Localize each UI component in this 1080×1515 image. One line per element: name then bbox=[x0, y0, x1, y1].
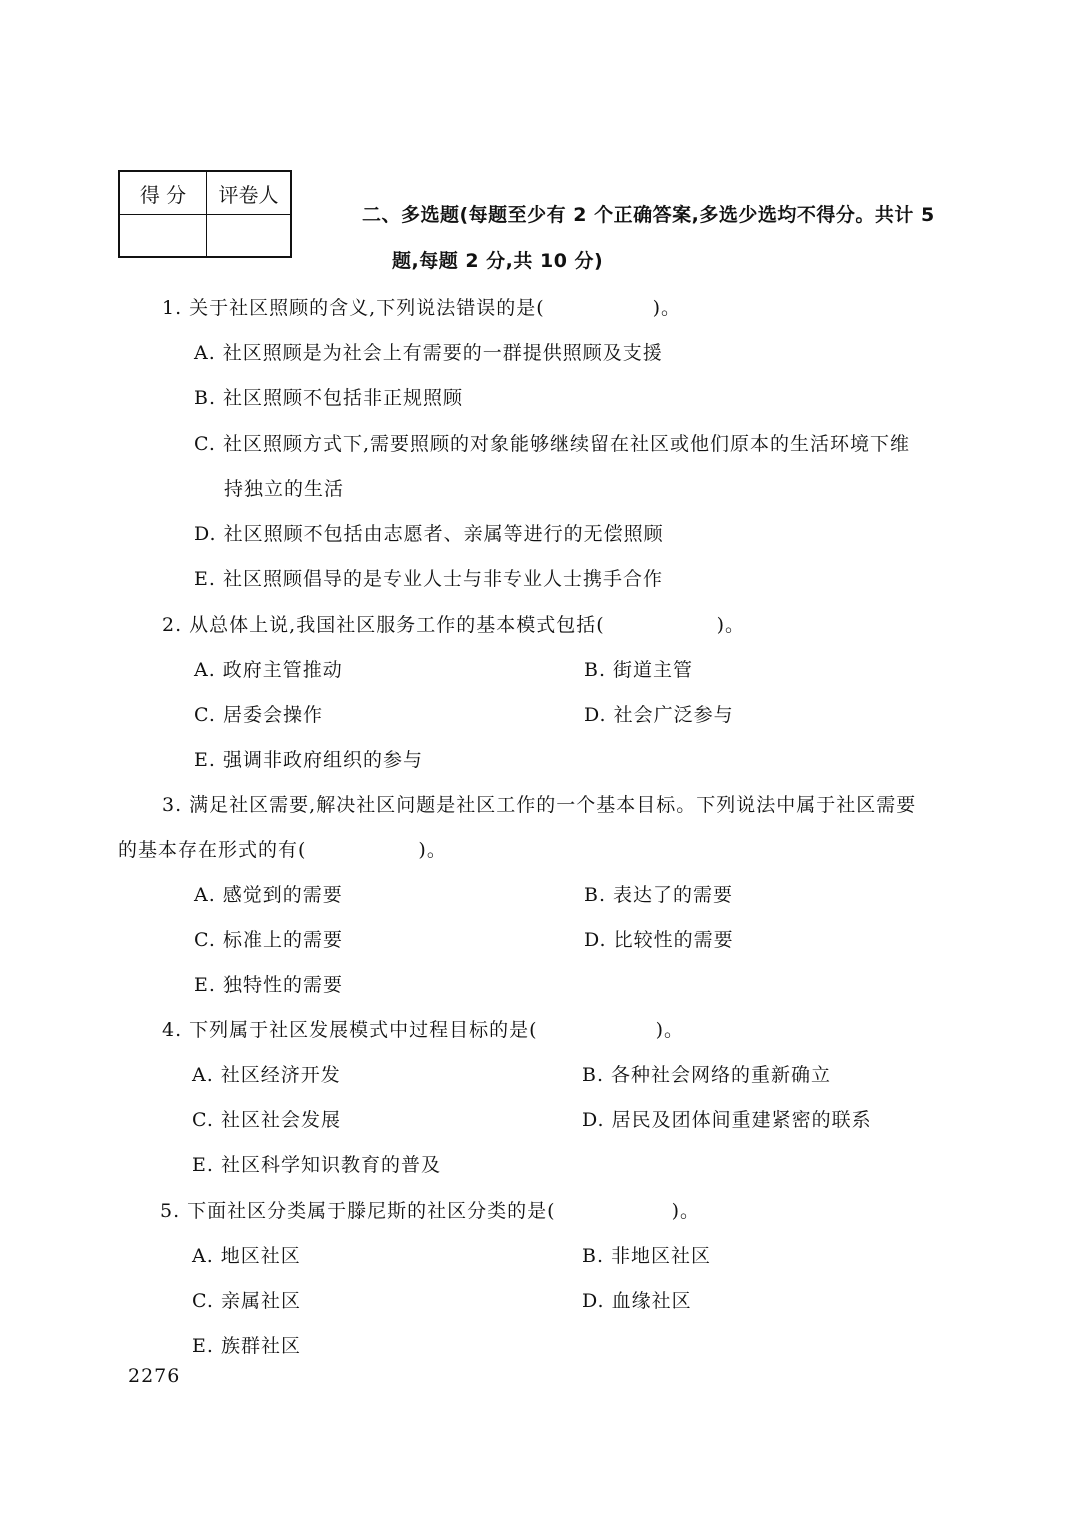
q3-option-c: C. 标准上的需要 bbox=[194, 929, 343, 951]
q1-option-c: C. 社区照顾方式下,需要照顾的对象能够继续留在社区或他们原本的生活环境下维 bbox=[194, 433, 910, 455]
q2-option-e: E. 强调非政府组织的参与 bbox=[194, 749, 423, 771]
q4-option-e: E. 社区科学知识教育的普及 bbox=[192, 1154, 441, 1176]
q2-option-a: A. 政府主管推动 bbox=[194, 659, 343, 681]
q2-option-b: B. 街道主管 bbox=[584, 659, 694, 681]
score-cell bbox=[119, 215, 207, 258]
section-title: 二、多选题(每题至少有 2 个正确答案,多选少选均不得分。共计 5 bbox=[362, 204, 935, 226]
q4-option-b: B. 各种社会网络的重新确立 bbox=[582, 1064, 832, 1086]
q5-option-a: A. 地区社区 bbox=[192, 1245, 301, 1267]
q4-option-d: D. 居民及团体间重建紧密的联系 bbox=[582, 1109, 872, 1131]
q1-option-b: B. 社区照顾不包括非正规照顾 bbox=[194, 387, 464, 409]
q5-option-d: D. 血缘社区 bbox=[582, 1290, 692, 1312]
question-4-stem: 4. 下列属于社区发展模式中过程目标的是( )。 bbox=[162, 1019, 685, 1041]
q4-option-c: C. 社区社会发展 bbox=[192, 1109, 341, 1131]
q3-option-b: B. 表达了的需要 bbox=[584, 884, 734, 906]
score-table bbox=[118, 170, 292, 258]
section-title-cont: 题,每题 2 分,共 10 分) bbox=[392, 250, 604, 272]
q3-option-a: A. 感觉到的需要 bbox=[194, 884, 343, 906]
page-number: 2276 bbox=[128, 1365, 181, 1387]
q1-option-d: D. 社区照顾不包括由志愿者、亲属等进行的无偿照顾 bbox=[194, 523, 664, 545]
q1-option-e: E. 社区照顾倡导的是专业人士与非专业人士携手合作 bbox=[194, 568, 663, 590]
score-header: 得 分 bbox=[119, 171, 207, 215]
grader-cell bbox=[207, 215, 292, 258]
question-3-stem: 3. 满足社区需要,解决社区问题是社区工作的一个基本目标。下列说法中属于社区需要 bbox=[162, 794, 917, 816]
grader-header: 评卷人 bbox=[207, 171, 292, 215]
q1-option-a: A. 社区照顾是为社会上有需要的一群提供照顾及支援 bbox=[194, 342, 663, 364]
q1-option-c-cont: 持独立的生活 bbox=[224, 478, 345, 500]
q3-option-e: E. 独特性的需要 bbox=[194, 974, 343, 996]
question-2-stem: 2. 从总体上说,我国社区服务工作的基本模式包括( )。 bbox=[162, 614, 746, 636]
question-1-stem: 1. 关于社区照顾的含义,下列说法错误的是( )。 bbox=[162, 297, 682, 319]
q3-option-d: D. 比较性的需要 bbox=[584, 929, 734, 951]
question-3-stem-cont: 的基本存在形式的有( )。 bbox=[118, 839, 447, 861]
q5-option-b: B. 非地区社区 bbox=[582, 1245, 712, 1267]
q5-option-c: C. 亲属社区 bbox=[192, 1290, 301, 1312]
q2-option-d: D. 社会广泛参与 bbox=[584, 704, 734, 726]
question-5-stem: 5. 下面社区分类属于滕尼斯的社区分类的是( )。 bbox=[160, 1200, 701, 1222]
q4-option-a: A. 社区经济开发 bbox=[192, 1064, 341, 1086]
q2-option-c: C. 居委会操作 bbox=[194, 704, 323, 726]
q5-option-e: E. 族群社区 bbox=[192, 1335, 301, 1357]
